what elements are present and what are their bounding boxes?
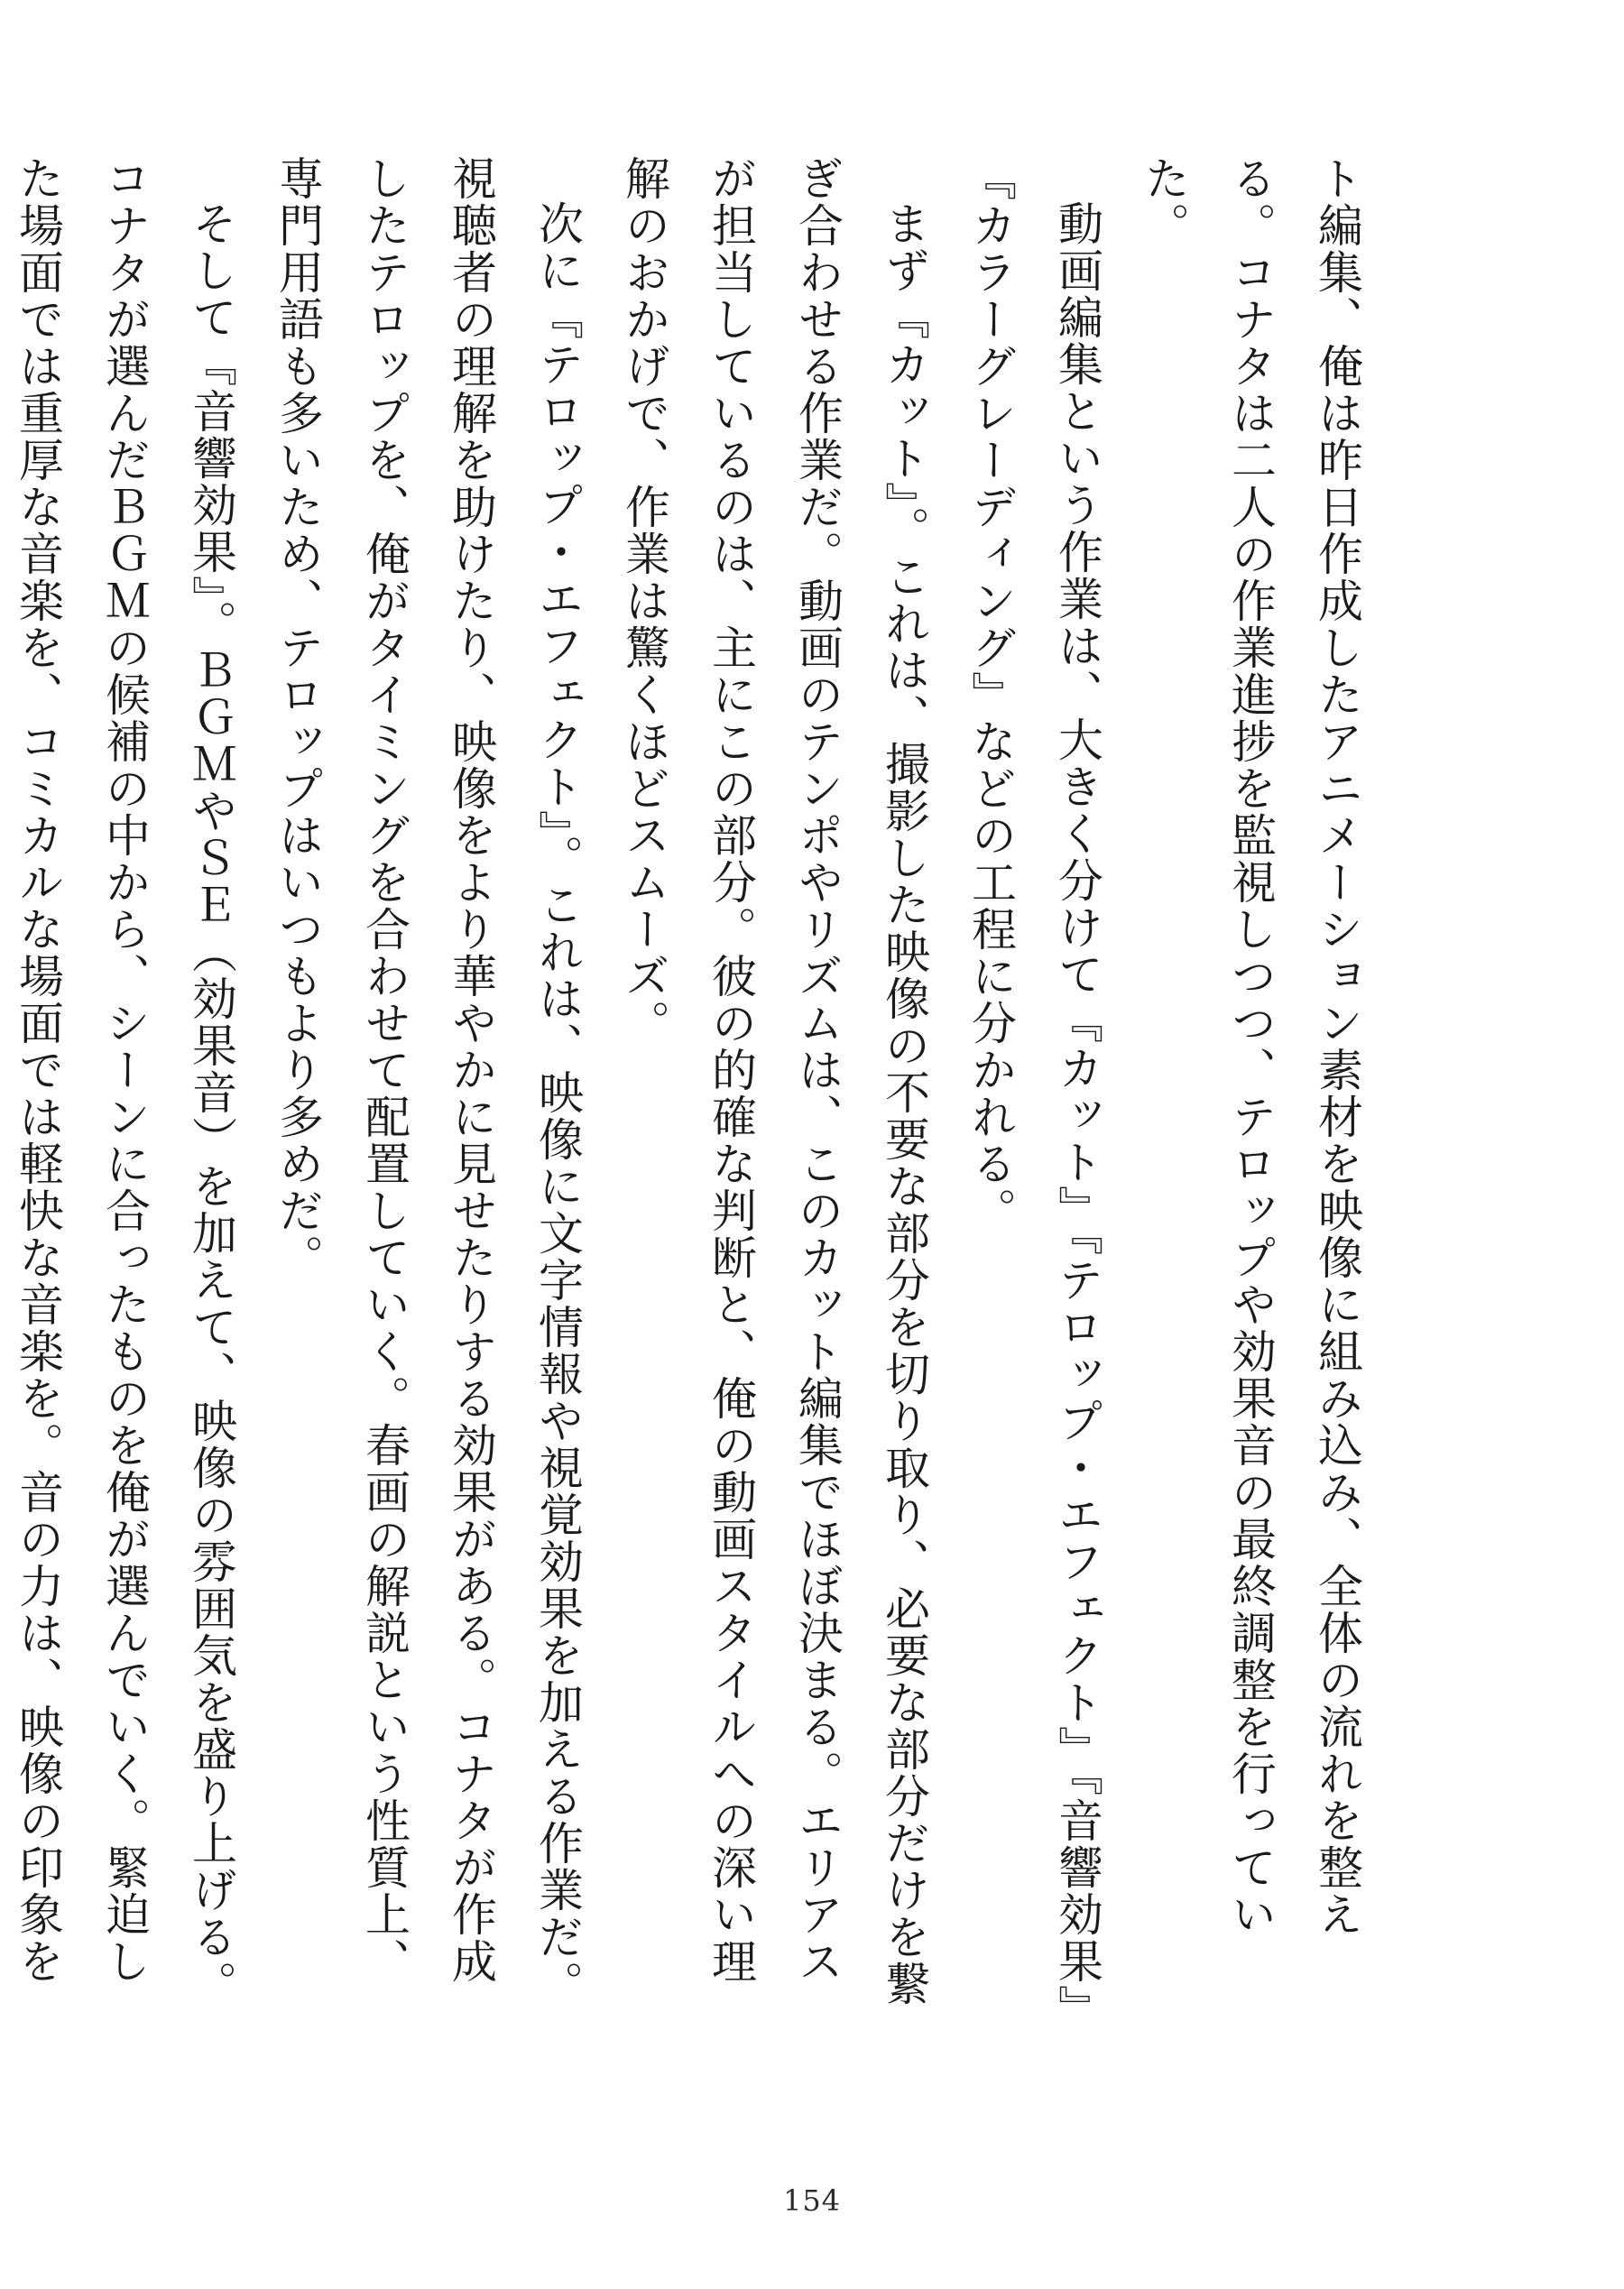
page-number: 154 — [782, 2183, 842, 2218]
paragraph-3: まず『カット』。これは、撮影した映像の不要な部分を切り取り、必要な部分だけを繋ぎ合わせる作業だ。動画のテンポやリズムは、このカット編集でほぼ決まる。エリアスが担当しているのは、主にこの部分。彼の的確な判断と、俺の動画スタイルへの深い理解のおかげで、作業は驚くほどスムーズ。 — [618, 155, 930, 2007]
paragraph-1: ト編集、俺は昨日作成したアニメーション素材を映像に組み込み、全体の流れを整える。コナタは二人の作業進捗を監視しつつ、テロップや効果音の最終調整を行っていた。 — [1138, 155, 1363, 1938]
paragraph-2: 動画編集という作業は、大きく分けて『カット』『テロップ・エフェクト』『音響効果』『カラーグレーディング』などの工程に分かれる。 — [964, 155, 1103, 2009]
body-text — [0, 155, 1380, 2014]
paragraph-5: そして『音響効果』。ＢＧＭやＳＥ（効果音）を加えて、映像の雰囲気を盛り上げる。コナタが選んだＢＧＭの候補の中から、シーンに合ったものを俺が選んでいく。緊迫した場面では重厚な音楽を、コミカルな場面では軽快な音楽を。音の力は、映像の印象を — [12, 155, 237, 2007]
paragraph-4: 次に『テロップ・エフェクト』。これは、映像に文字情報や視覚効果を加える作業だ。視聴者の理解を助けたり、映像をより華やかに見せたりする効果がある。コナタが作成したテロップを、俺がタイミングを合わせて配置していく。春画の解説という性質上、専門用語も多いため、テロップはいつもより多めだ。 — [272, 155, 584, 2007]
